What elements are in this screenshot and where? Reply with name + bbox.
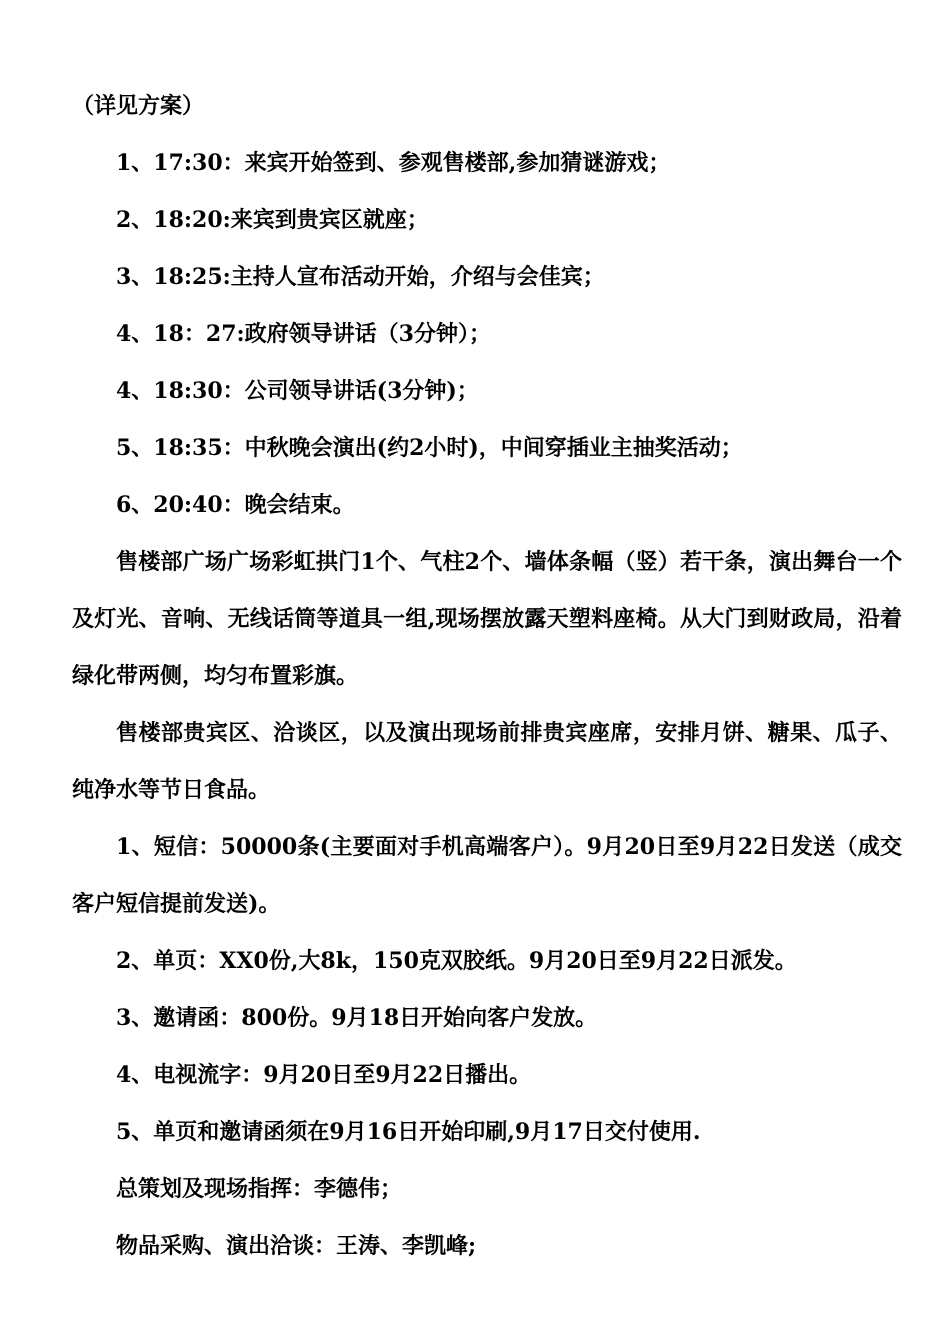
schedule-item: 5、18:35：中秋晚会演出(约2小时)，中间穿插业主抽奖活动； [116, 435, 743, 461]
venue-setup-paragraph: 售楼部广场广场彩虹拱门1个、气柱2个、墙体条幅（竖）若干条，演出舞台一个及灯光、音响、无线话筒等道具一组,现场摆放露天塑料座椅。从大门到财政局，沿着绿化带两侧，均匀布置彩旗。 [72, 549, 902, 689]
see-plan-note: （详见方案） [72, 93, 205, 119]
schedule-item: 1、17:30：来宾开始签到、参观售楼部,参加猜谜游戏； [116, 150, 671, 176]
schedule-item: 3、18:25:主持人宣布活动开始，介绍与会佳宾； [116, 264, 605, 290]
staff-item: 总策划及现场指挥：李德伟； [116, 1176, 403, 1202]
schedule-item: 4、18:30：公司领导讲话(3分钟)； [116, 378, 479, 404]
promo-item: 5、单页和邀请函须在9月16日开始印刷,9月17日交付使用. [116, 1119, 701, 1145]
document-body [72, 78, 902, 1275]
promo-item: 4、电视流字：9月20日至9月22日播出。 [116, 1062, 532, 1088]
promo-item: 3、邀请函：800份。9月18日开始向客户发放。 [116, 1005, 598, 1031]
promo-item: 2、单页：XX0份,大8k，150克双胶纸。9月20日至9月22日派发。 [116, 948, 797, 974]
staff-item: 物品采购、演出洽谈：王涛、李凯峰; [116, 1233, 477, 1259]
schedule-item: 4、18：27:政府领导讲话（3分钟）； [116, 321, 491, 347]
promo-item: 1、短信：50000条(主要面对手机高端客户）。9月20日至9月22日发送（成交客户短信提前发送)。 [72, 834, 902, 917]
schedule-item: 2、18:20:来宾到贵宾区就座； [116, 207, 429, 233]
schedule-item: 6、20:40：晚会结束。 [116, 492, 355, 518]
food-setup-paragraph: 售楼部贵宾区、洽谈区，以及演出现场前排贵宾座席，安排月饼、糖果、瓜子、纯净水等节日食品。 [72, 720, 902, 803]
